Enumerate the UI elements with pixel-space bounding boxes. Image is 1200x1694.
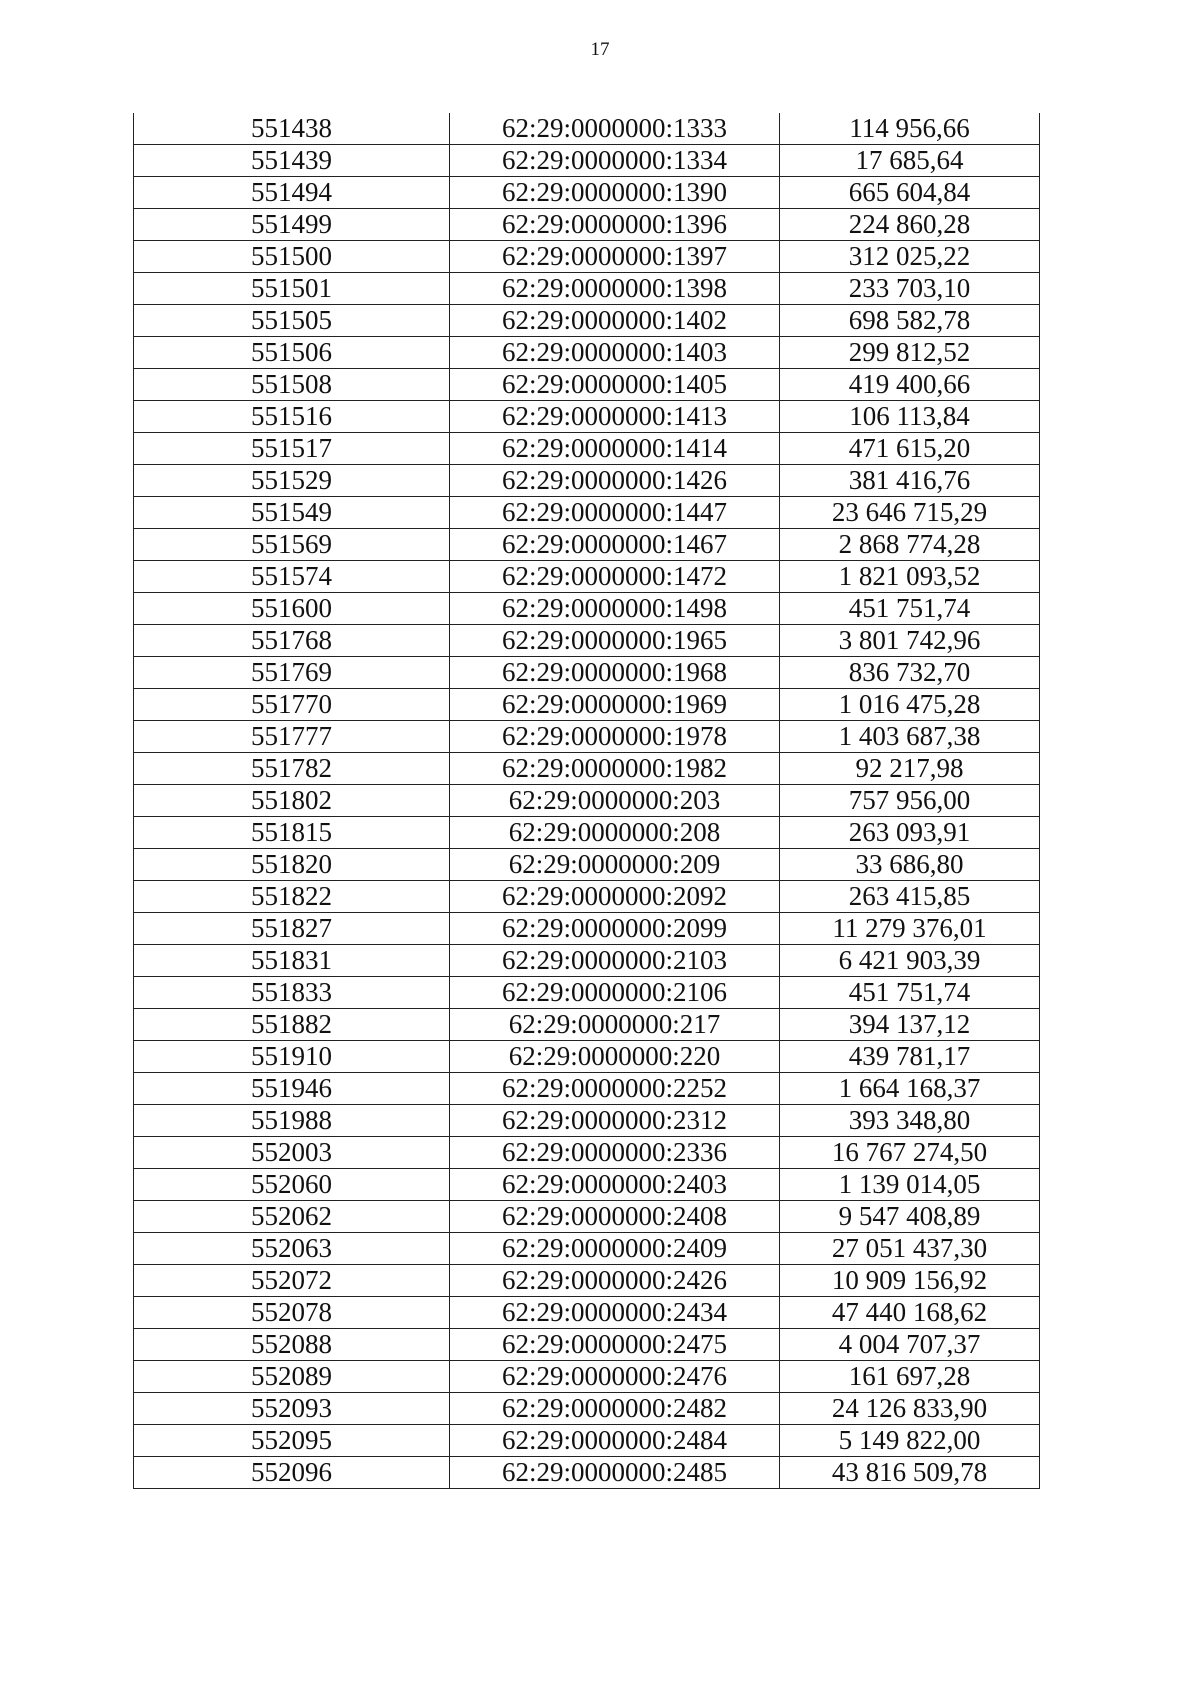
cadastral-value-cell: 665 604,84	[780, 177, 1040, 209]
cadastral-number-cell: 62:29:0000000:1334	[450, 145, 780, 177]
cadastral-value-cell: 9 547 408,89	[780, 1201, 1040, 1233]
row-id-cell: 552089	[134, 1361, 450, 1393]
cadastral-value-cell: 2 868 774,28	[780, 529, 1040, 561]
row-id-cell: 551517	[134, 433, 450, 465]
table-row	[134, 465, 1040, 497]
row-id-cell: 551833	[134, 977, 450, 1009]
table-row	[134, 1393, 1040, 1425]
row-id-cell: 551827	[134, 913, 450, 945]
row-id-cell: 551505	[134, 305, 450, 337]
table-row	[134, 1073, 1040, 1105]
cadastral-number-cell: 62:29:0000000:1405	[450, 369, 780, 401]
cadastral-value-cell: 836 732,70	[780, 657, 1040, 689]
cadastral-value-cell: 33 686,80	[780, 849, 1040, 881]
cadastral-number-cell: 62:29:0000000:2434	[450, 1297, 780, 1329]
table-row	[134, 529, 1040, 561]
cadastral-value-cell: 224 860,28	[780, 209, 1040, 241]
cadastral-value-cell: 233 703,10	[780, 273, 1040, 305]
table-row	[134, 1105, 1040, 1137]
cadastral-value-cell: 698 582,78	[780, 305, 1040, 337]
row-id-cell: 551600	[134, 593, 450, 625]
cadastral-number-cell: 62:29:0000000:1396	[450, 209, 780, 241]
cadastral-value-cell: 757 956,00	[780, 785, 1040, 817]
page-number: 17	[590, 39, 610, 60]
table-row	[134, 273, 1040, 305]
table-row	[134, 561, 1040, 593]
cadastral-value-cell: 393 348,80	[780, 1105, 1040, 1137]
row-id-cell: 552003	[134, 1137, 450, 1169]
cadastral-number-cell: 62:29:0000000:1982	[450, 753, 780, 785]
table-row	[134, 241, 1040, 273]
cadastral-value-cell: 1 403 687,38	[780, 721, 1040, 753]
cadastral-value-cell: 381 416,76	[780, 465, 1040, 497]
table-row	[134, 721, 1040, 753]
cadastral-value-cell: 5 149 822,00	[780, 1425, 1040, 1457]
row-id-cell: 552062	[134, 1201, 450, 1233]
table-row	[134, 817, 1040, 849]
table-row	[134, 145, 1040, 177]
cadastral-value-cell: 419 400,66	[780, 369, 1040, 401]
cadastral-number-cell: 62:29:0000000:2336	[450, 1137, 780, 1169]
cadastral-number-cell: 62:29:0000000:1397	[450, 241, 780, 273]
table-row	[134, 913, 1040, 945]
row-id-cell: 551569	[134, 529, 450, 561]
cadastral-value-cell: 10 909 156,92	[780, 1265, 1040, 1297]
cadastral-number-cell: 62:29:0000000:208	[450, 817, 780, 849]
row-id-cell: 551499	[134, 209, 450, 241]
table-row	[134, 593, 1040, 625]
table-row	[134, 401, 1040, 433]
cadastral-number-cell: 62:29:0000000:1402	[450, 305, 780, 337]
row-id-cell: 552088	[134, 1329, 450, 1361]
cadastral-number-cell: 62:29:0000000:1447	[450, 497, 780, 529]
table-row	[134, 1329, 1040, 1361]
table-row	[134, 1233, 1040, 1265]
cadastral-number-cell: 62:29:0000000:203	[450, 785, 780, 817]
table-row	[134, 1361, 1040, 1393]
cadastral-value-cell: 3 801 742,96	[780, 625, 1040, 657]
row-id-cell: 551831	[134, 945, 450, 977]
row-id-cell: 551529	[134, 465, 450, 497]
cadastral-value-cell: 1 016 475,28	[780, 689, 1040, 721]
row-id-cell: 551782	[134, 753, 450, 785]
table-row	[134, 753, 1040, 785]
row-id-cell: 551574	[134, 561, 450, 593]
cadastral-value-cell: 1 139 014,05	[780, 1169, 1040, 1201]
cadastral-number-cell: 62:29:0000000:1333	[450, 113, 780, 145]
row-id-cell: 551516	[134, 401, 450, 433]
table-row	[134, 1265, 1040, 1297]
cadastral-number-cell: 62:29:0000000:2252	[450, 1073, 780, 1105]
cadastral-number-cell: 62:29:0000000:1398	[450, 273, 780, 305]
cadastral-number-cell: 62:29:0000000:217	[450, 1009, 780, 1041]
cadastral-number-cell: 62:29:0000000:2106	[450, 977, 780, 1009]
cadastral-value-cell: 23 646 715,29	[780, 497, 1040, 529]
cadastral-value-cell: 4 004 707,37	[780, 1329, 1040, 1361]
cadastral-number-cell: 62:29:0000000:2103	[450, 945, 780, 977]
table-row	[134, 1457, 1040, 1489]
table-row	[134, 689, 1040, 721]
cadastral-number-cell: 62:29:0000000:2408	[450, 1201, 780, 1233]
table-row	[134, 849, 1040, 881]
table-row	[134, 1009, 1040, 1041]
cadastral-number-cell: 62:29:0000000:2482	[450, 1393, 780, 1425]
cadastral-number-cell: 62:29:0000000:2484	[450, 1425, 780, 1457]
row-id-cell: 551820	[134, 849, 450, 881]
row-id-cell: 551815	[134, 817, 450, 849]
row-id-cell: 552096	[134, 1457, 450, 1489]
cadastral-number-cell: 62:29:0000000:2409	[450, 1233, 780, 1265]
table-row	[134, 1041, 1040, 1073]
cadastral-number-cell: 62:29:0000000:2403	[450, 1169, 780, 1201]
row-id-cell: 552093	[134, 1393, 450, 1425]
cadastral-number-cell: 62:29:0000000:1390	[450, 177, 780, 209]
row-id-cell: 551501	[134, 273, 450, 305]
cadastral-value-cell: 92 217,98	[780, 753, 1040, 785]
row-id-cell: 551549	[134, 497, 450, 529]
row-id-cell: 551769	[134, 657, 450, 689]
cadastral-value-cell: 263 415,85	[780, 881, 1040, 913]
table-row	[134, 305, 1040, 337]
row-id-cell: 551768	[134, 625, 450, 657]
table-row	[134, 1201, 1040, 1233]
cadastral-value-cell: 451 751,74	[780, 593, 1040, 625]
cadastral-number-cell: 62:29:0000000:1498	[450, 593, 780, 625]
cadastral-number-cell: 62:29:0000000:1472	[450, 561, 780, 593]
cadastral-value-cell: 106 113,84	[780, 401, 1040, 433]
cadastral-value-cell: 27 051 437,30	[780, 1233, 1040, 1265]
table-row	[134, 369, 1040, 401]
cadastral-value-cell: 16 767 274,50	[780, 1137, 1040, 1169]
cadastral-number-cell: 62:29:0000000:1467	[450, 529, 780, 561]
cadastral-value-cell: 1 664 168,37	[780, 1073, 1040, 1105]
cadastral-number-cell: 62:29:0000000:2092	[450, 881, 780, 913]
table-row	[134, 1169, 1040, 1201]
cadastral-number-cell: 62:29:0000000:1414	[450, 433, 780, 465]
cadastral-number-cell: 62:29:0000000:2485	[450, 1457, 780, 1489]
cadastral-number-cell: 62:29:0000000:1978	[450, 721, 780, 753]
cadastral-number-cell: 62:29:0000000:2475	[450, 1329, 780, 1361]
cadastral-value-cell: 17 685,64	[780, 145, 1040, 177]
row-id-cell: 552072	[134, 1265, 450, 1297]
cadastral-value-cell: 299 812,52	[780, 337, 1040, 369]
cadastral-value-cell: 6 421 903,39	[780, 945, 1040, 977]
row-id-cell: 551822	[134, 881, 450, 913]
row-id-cell: 551508	[134, 369, 450, 401]
cadastral-number-cell: 62:29:0000000:1969	[450, 689, 780, 721]
cadastral-number-cell: 62:29:0000000:1413	[450, 401, 780, 433]
table-row	[134, 497, 1040, 529]
cadastral-number-cell: 62:29:0000000:2476	[450, 1361, 780, 1393]
row-id-cell: 551438	[134, 113, 450, 145]
table-row	[134, 1297, 1040, 1329]
table-row	[134, 657, 1040, 689]
cadastral-number-cell: 62:29:0000000:1403	[450, 337, 780, 369]
row-id-cell: 551506	[134, 337, 450, 369]
cadastral-value-cell: 161 697,28	[780, 1361, 1040, 1393]
cadastral-value-cell: 43 816 509,78	[780, 1457, 1040, 1489]
row-id-cell: 551910	[134, 1041, 450, 1073]
table-body	[134, 113, 1040, 1489]
cadastral-value-cell: 114 956,66	[780, 113, 1040, 145]
cadastral-number-cell: 62:29:0000000:1426	[450, 465, 780, 497]
cadastral-value-cell: 312 025,22	[780, 241, 1040, 273]
cadastral-number-cell: 62:29:0000000:1965	[450, 625, 780, 657]
cadastral-value-cell: 47 440 168,62	[780, 1297, 1040, 1329]
cadastral-value-cell: 263 093,91	[780, 817, 1040, 849]
row-id-cell: 552078	[134, 1297, 450, 1329]
row-id-cell: 551882	[134, 1009, 450, 1041]
cadastral-value-cell: 451 751,74	[780, 977, 1040, 1009]
row-id-cell: 551770	[134, 689, 450, 721]
cadastral-number-cell: 62:29:0000000:2099	[450, 913, 780, 945]
table-row	[134, 785, 1040, 817]
cadastral-value-cell: 471 615,20	[780, 433, 1040, 465]
row-id-cell: 552060	[134, 1169, 450, 1201]
table-row	[134, 209, 1040, 241]
row-id-cell: 552095	[134, 1425, 450, 1457]
table-row	[134, 177, 1040, 209]
cadastral-number-cell: 62:29:0000000:1968	[450, 657, 780, 689]
cadastral-number-cell: 62:29:0000000:2426	[450, 1265, 780, 1297]
table-row	[134, 113, 1040, 145]
cadastral-value-cell: 24 126 833,90	[780, 1393, 1040, 1425]
cadastral-number-cell: 62:29:0000000:2312	[450, 1105, 780, 1137]
row-id-cell: 552063	[134, 1233, 450, 1265]
cadastral-value-cell: 1 821 093,52	[780, 561, 1040, 593]
table-row	[134, 1137, 1040, 1169]
row-id-cell: 551500	[134, 241, 450, 273]
row-id-cell: 551439	[134, 145, 450, 177]
cadastral-value-cell: 439 781,17	[780, 1041, 1040, 1073]
row-id-cell: 551777	[134, 721, 450, 753]
cadastral-value-table	[133, 113, 1040, 1489]
table-row	[134, 337, 1040, 369]
cadastral-value-cell: 394 137,12	[780, 1009, 1040, 1041]
table-row	[134, 433, 1040, 465]
table-row	[134, 945, 1040, 977]
row-id-cell: 551988	[134, 1105, 450, 1137]
cadastral-number-cell: 62:29:0000000:209	[450, 849, 780, 881]
cadastral-value-cell: 11 279 376,01	[780, 913, 1040, 945]
table-row	[134, 977, 1040, 1009]
row-id-cell: 551946	[134, 1073, 450, 1105]
row-id-cell: 551802	[134, 785, 450, 817]
row-id-cell: 551494	[134, 177, 450, 209]
table-row	[134, 881, 1040, 913]
table-row	[134, 625, 1040, 657]
cadastral-number-cell: 62:29:0000000:220	[450, 1041, 780, 1073]
table-row	[134, 1425, 1040, 1457]
